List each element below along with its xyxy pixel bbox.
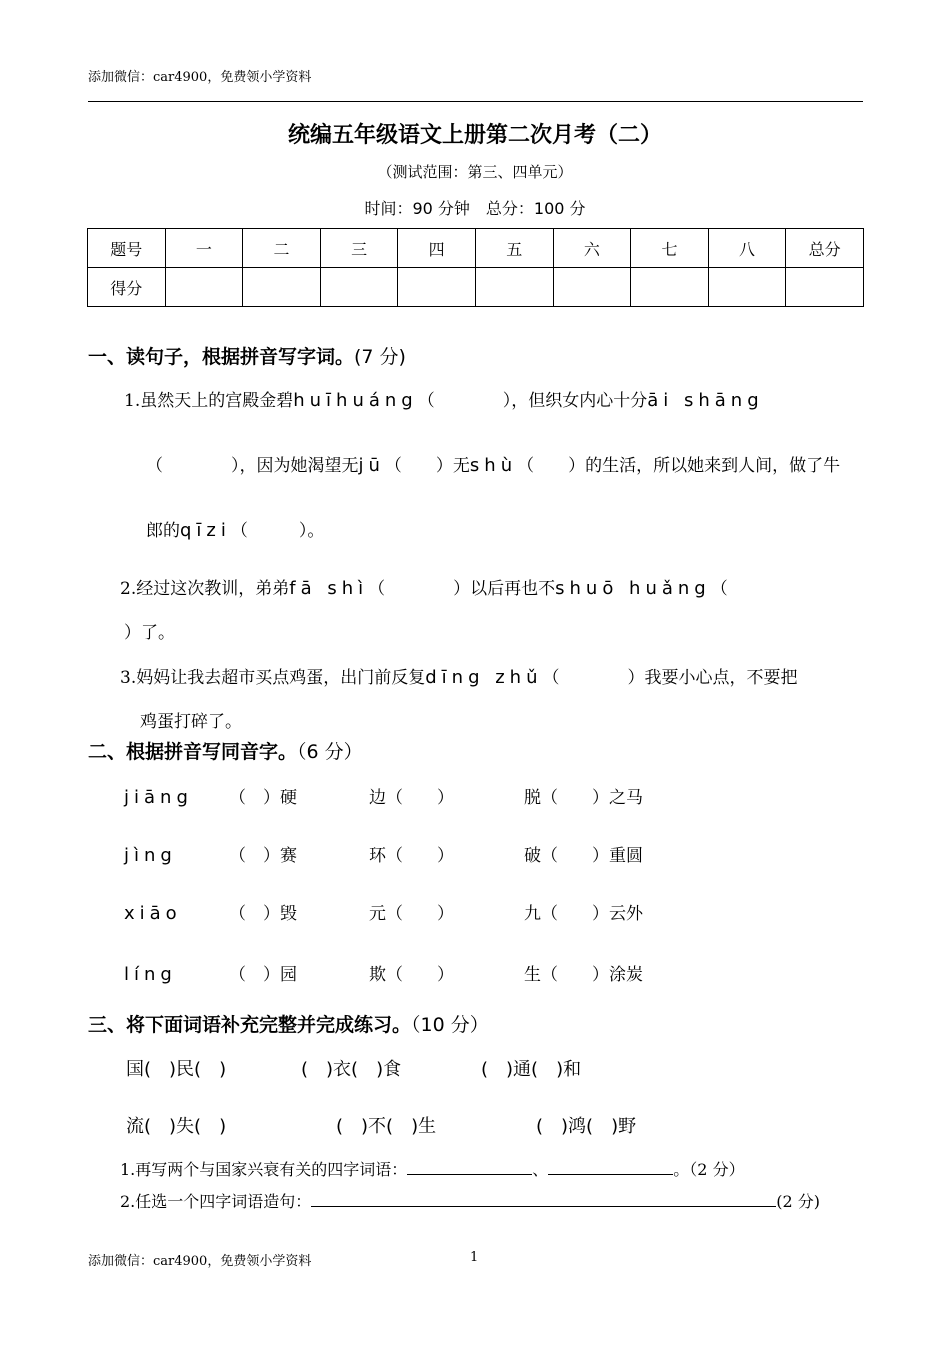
s3-words-line2 (126, 1112, 636, 1138)
header-divider (88, 101, 863, 102)
section2-points: （6 分） (297, 741, 363, 763)
answer-line[interactable] (311, 1192, 776, 1207)
page-header: 添加微信：car4900，免费领小学资料 (88, 70, 312, 85)
score-table (87, 228, 864, 307)
score-cell[interactable] (475, 268, 553, 307)
s1-q1-line1 (124, 386, 764, 411)
answer-blank[interactable]: 破（ ）重圆 (524, 846, 643, 866)
answer-blank[interactable]: （ ）我要小心点，不要把 (542, 668, 798, 688)
answer-blank[interactable]: （ ）。 (230, 521, 325, 541)
pinyin: líng (124, 964, 177, 985)
answer-blank[interactable]: （ ）园 (229, 965, 297, 985)
section1-points: (7 分) (354, 346, 406, 368)
s2-row (124, 899, 643, 924)
separator: 、 (532, 1160, 549, 1179)
answer-blank[interactable]: 生（ ）涂炭 (524, 965, 643, 985)
pinyin: dīng zhǔ (425, 667, 543, 688)
score-cell[interactable] (786, 268, 864, 307)
pinyin: qīzi (180, 520, 231, 541)
section1-title: 一、读句子，根据拼音写字词。 (88, 346, 355, 368)
score-row-label: 得分 (88, 268, 166, 307)
score-col-header: 四 (398, 229, 476, 268)
s3-q1 (120, 1157, 745, 1180)
s2-row (124, 960, 643, 985)
section3-title: 三、将下面词语补充完整并完成练习。 (88, 1014, 412, 1036)
idiom-blank[interactable]: ( )不( )生 (336, 1116, 437, 1137)
score-col-header: 六 (553, 229, 631, 268)
test-scope: （测试范围：第三、四单元） (377, 163, 573, 181)
pinyin: shuō huǎng (555, 578, 711, 599)
score-col-header: 二 (243, 229, 321, 268)
score-col-header: 总分 (786, 229, 864, 268)
answer-line[interactable] (548, 1160, 673, 1175)
score-col-header: 八 (708, 229, 786, 268)
answer-line[interactable] (407, 1160, 532, 1175)
answer-blank[interactable]: （ ）赛 (229, 846, 297, 866)
answer-blank[interactable]: 脱（ ）之马 (524, 788, 643, 808)
score-cell[interactable] (165, 268, 243, 307)
page-footer: 添加微信：car4900，免费领小学资料 (88, 1254, 312, 1269)
score-col-header: 一 (165, 229, 243, 268)
answer-blank[interactable]: 元（ ） (369, 904, 454, 924)
s3-q2-points: (2 分) (776, 1192, 821, 1211)
answer-blank[interactable]: （ ），但织女内心十分 (417, 391, 648, 411)
section1-heading (88, 342, 406, 369)
s1-q3-text: 3.妈妈让我去超市买点鸡蛋，出门前反复 (120, 668, 426, 688)
score-cell[interactable] (553, 268, 631, 307)
answer-blank[interactable]: （ ）的生活，所以她来到人间，做了牛 (517, 456, 841, 476)
s3-words-line1 (126, 1055, 581, 1081)
s3-q2 (120, 1189, 820, 1212)
score-col-header: 七 (631, 229, 709, 268)
score-cell[interactable] (320, 268, 398, 307)
section3-points: （10 分） (411, 1014, 489, 1036)
answer-blank[interactable]: （ ），因为她渴望无 (146, 456, 359, 476)
s1-q1-text: 1.虽然天上的宫殿金碧 (124, 391, 294, 411)
section3-heading (88, 1010, 489, 1037)
pinyin: jū (358, 455, 385, 476)
s3-q1-text: 1.再写两个与国家兴衰有关的四字词语： (120, 1160, 408, 1179)
idiom-blank[interactable]: 国( )民( ) (126, 1059, 227, 1080)
answer-blank[interactable]: （ ）无 (384, 456, 470, 476)
s3-q2-text: 2.任选一个四字词语造句： (120, 1192, 312, 1211)
score-cell[interactable] (398, 268, 476, 307)
s2-row (124, 783, 643, 808)
answer-blank[interactable]: （ ）毁 (229, 904, 297, 924)
idiom-blank[interactable]: ( )鸿( )野 (536, 1116, 637, 1137)
score-cell[interactable] (631, 268, 709, 307)
idiom-blank[interactable]: ( )衣( )食 (301, 1059, 402, 1080)
idiom-blank[interactable]: 流( )失( ) (126, 1116, 227, 1137)
pinyin: huīhuáng (293, 390, 418, 411)
pinyin: jìng (124, 845, 177, 866)
score-table-score-row (88, 268, 864, 307)
answer-blank[interactable]: 欺（ ） (369, 965, 454, 985)
s1-q1-line3 (146, 516, 324, 541)
s3-q1-points: 。（2 分） (673, 1160, 745, 1179)
score-col-header: 题号 (88, 229, 166, 268)
s1-q2-line2: ）了。 (124, 623, 175, 643)
answer-blank[interactable]: 环（ ） (369, 846, 454, 866)
s1-q2-line1 (120, 574, 728, 599)
pinyin: fā shì (289, 578, 369, 599)
answer-blank[interactable]: 九（ ）云外 (524, 904, 643, 924)
section2-heading (88, 737, 363, 764)
pinyin: shù (469, 455, 518, 476)
answer-blank[interactable]: （ ）硬 (229, 788, 297, 808)
score-cell[interactable] (243, 268, 321, 307)
score-col-header: 五 (475, 229, 553, 268)
s1-q3-line2: 鸡蛋打碎了。 (140, 712, 242, 732)
page-title: 统编五年级语文上册第二次月考（二） (287, 123, 662, 148)
section2-title: 二、根据拼音写同音字。 (88, 741, 298, 763)
answer-blank[interactable]: （ ）以后再也不 (368, 579, 556, 599)
s1-q1-text: 郎的 (146, 521, 180, 541)
pinyin: xiāo (124, 903, 182, 924)
page-number: 1 (470, 1250, 479, 1265)
pinyin: āi shāng (647, 390, 764, 411)
answer-blank[interactable]: 边（ ） (369, 788, 454, 808)
answer-blank[interactable]: （ (710, 579, 728, 599)
score-table-header-row (88, 229, 864, 268)
s1-q3-line1 (120, 663, 797, 688)
score-col-header: 三 (320, 229, 398, 268)
s1-q1-line2 (146, 451, 840, 476)
s1-q2-text: 2.经过这次教训，弟弟 (120, 579, 290, 599)
time-and-score: 时间：90 分钟 总分：100 分 (364, 199, 586, 218)
score-cell[interactable] (708, 268, 786, 307)
idiom-blank[interactable]: ( )通( )和 (481, 1059, 582, 1080)
pinyin: jiāng (124, 787, 193, 808)
s2-row (124, 841, 643, 866)
